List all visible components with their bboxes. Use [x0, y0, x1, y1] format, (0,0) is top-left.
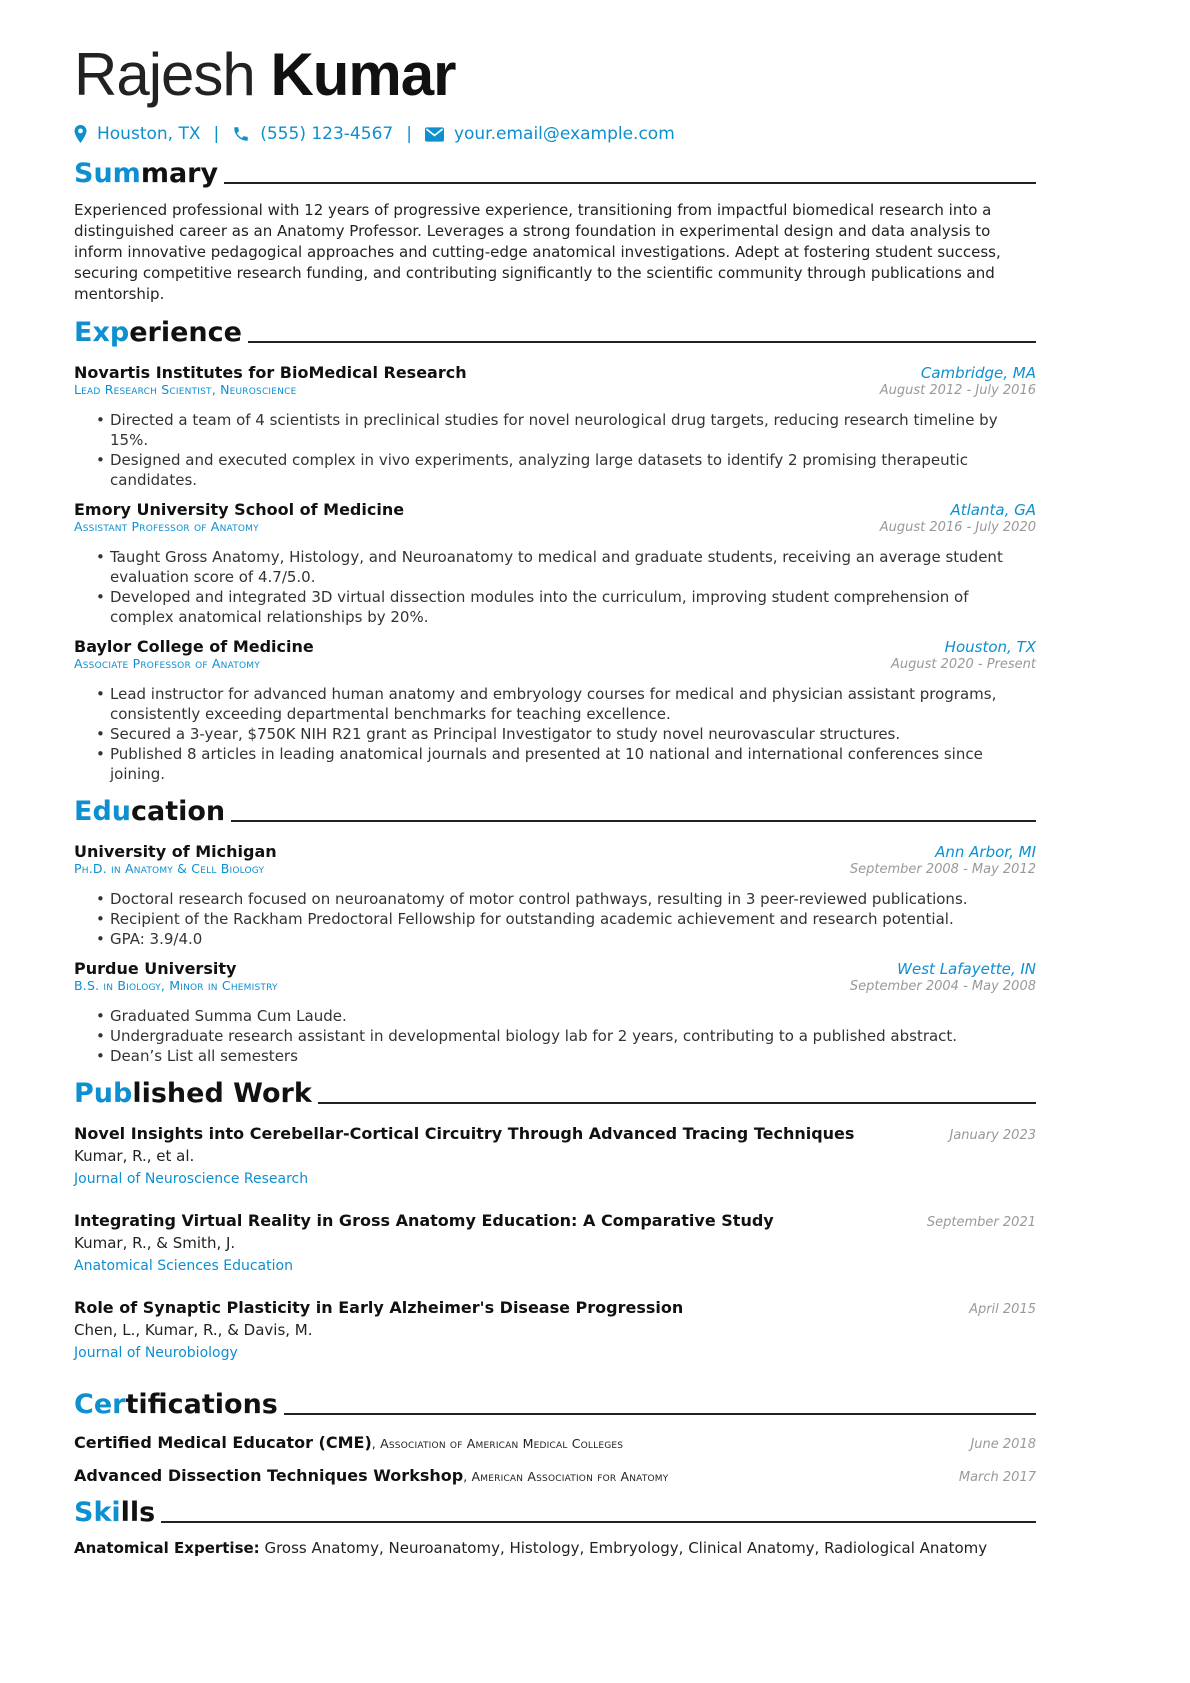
bullet-item: • Published 8 articles in leading anatomical journals and presented at 10 national and international conferences since joining. [110, 744, 1036, 784]
publication-date: April 2015 [969, 1302, 1036, 1317]
publications-heading: Published Work [74, 1078, 312, 1109]
bullet-item: • Designed and executed complex in vivo experiments, analyzing large datasets to identify 2 promising therapeutic candidates. [110, 450, 1036, 490]
section-rule [318, 1102, 1036, 1104]
publication-journal: Anatomical Sciences Education [74, 1258, 293, 1274]
job-title: Lead Research Scientist, Neuroscience [74, 382, 297, 397]
employer-location: Atlanta, GA [950, 501, 1036, 519]
summary-heading: Summary [74, 158, 219, 189]
job-dates: August 2020 - Present [891, 657, 1036, 672]
contact-separator: | [213, 124, 220, 144]
last-name: Kumar [270, 41, 456, 108]
contact-separator: | [406, 124, 412, 144]
skills-heading: Skills [74, 1497, 156, 1528]
certification-date: March 2017 [958, 1470, 1036, 1485]
bullet-list [74, 410, 1036, 490]
employer-location: Houston, TX [944, 638, 1036, 656]
publication-authors: Kumar, R., & Smith, J. [74, 1234, 236, 1252]
publication-date: September 2021 [926, 1215, 1036, 1230]
education-entry [74, 959, 1036, 1066]
experience-section-header [74, 317, 1036, 349]
school-location: West Lafayette, IN [897, 960, 1036, 978]
employer-name: Baylor College of Medicine [74, 637, 314, 656]
publication-entry [74, 1298, 1036, 1361]
map-pin-icon [74, 125, 87, 143]
section-rule [248, 341, 1036, 343]
certification-name: Certified Medical Educator (CME) [74, 1433, 372, 1452]
publication-title: Role of Synaptic Plasticity in Early Alzheimer's Disease Progression [74, 1298, 684, 1317]
section-rule [161, 1521, 1036, 1523]
publication-title: Novel Insights into Cerebellar-Cortical Circuitry Through Advanced Tracing Techniques [74, 1124, 855, 1143]
job-title: Assistant Professor of Anatomy [74, 519, 259, 534]
bullet-item: • Developed and integrated 3D virtual dissection modules into the curriculum, improving student comprehension of complex anatomical relationships by 20%. [110, 587, 1036, 627]
certification-issuer: , Association of American Medical Colleges [371, 1436, 624, 1451]
publication-authors: Chen, L., Kumar, R., & Davis, M. [74, 1321, 313, 1339]
publication-date: January 2023 [949, 1128, 1036, 1143]
certification-entry [74, 1466, 1036, 1485]
certification-date: June 2018 [970, 1437, 1036, 1452]
publication-title: Integrating Virtual Reality in Gross Anatomy Education: A Comparative Study [74, 1211, 774, 1230]
bullet-item: • GPA: 3.9/4.0 [110, 929, 1036, 949]
publication-journal: Journal of Neuroscience Research [74, 1171, 309, 1187]
publications-section-header [74, 1078, 1036, 1110]
bullet-item: • Lead instructor for advanced human anatomy and embryology courses for medical and physician assistant programs, consistently exceeding departmental benchmarks for teaching excellence. [110, 684, 1036, 724]
location-text: Houston, TX [97, 124, 201, 144]
study-dates: September 2008 - May 2012 [849, 862, 1036, 877]
certification-issuer: , American Association for Anatomy [463, 1469, 669, 1484]
skill-values: Gross Anatomy, Neuroanatomy, Histology, Embryology, Clinical Anatomy, Radiological Anatomy [259, 1539, 988, 1557]
experience-entry [74, 500, 1036, 627]
certification-entry [74, 1433, 1036, 1452]
bullet-item: • Undergraduate research assistant in developmental biology lab for 2 years, contributing to a published abstract. [110, 1026, 1036, 1046]
degree: B.S. in Biology, Minor in Chemistry [74, 978, 278, 993]
section-rule [284, 1413, 1036, 1415]
education-section-header [74, 796, 1036, 828]
section-rule [224, 182, 1036, 184]
publication-authors: Kumar, R., et al. [74, 1147, 195, 1165]
bullet-list [74, 889, 1036, 949]
bullet-item: • Directed a team of 4 scientists in preclinical studies for novel neurological drug targets, reducing research timeline by 15%. [110, 410, 1036, 450]
job-dates: August 2016 - July 2020 [879, 520, 1036, 535]
experience-entry [74, 363, 1036, 490]
bullet-item: • Secured a 3-year, $750K NIH R21 grant as Principal Investigator to study novel neurovascular structures. [110, 724, 1036, 744]
candidate-name [74, 42, 1036, 108]
skill-category: Anatomical Expertise: [74, 1539, 260, 1557]
bullet-item: • Recipient of the Rackham Predoctoral Fellowship for outstanding academic achievement and research potential. [110, 909, 1036, 929]
email-link: your.email@example.com [453, 124, 675, 144]
publication-entry [74, 1211, 1036, 1274]
employer-name: Emory University School of Medicine [74, 500, 405, 519]
study-dates: September 2004 - May 2008 [849, 979, 1036, 994]
first-name: Rajesh [74, 41, 255, 108]
experience-heading: Experience [74, 317, 242, 348]
employer-name: Novartis Institutes for BioMedical Research [74, 363, 467, 382]
skills-section-header [74, 1497, 1036, 1529]
contact-email[interactable] [425, 124, 675, 144]
employer-location: Cambridge, MA [920, 364, 1036, 382]
publication-journal: Journal of Neurobiology [74, 1345, 238, 1361]
experience-entry [74, 637, 1036, 784]
bullet-item: • Graduated Summa Cum Laude. [110, 1006, 1036, 1026]
certifications-section-header [74, 1389, 1036, 1421]
education-entry [74, 842, 1036, 949]
publication-entry [74, 1124, 1036, 1187]
bullet-list [74, 1006, 1036, 1066]
certifications-heading: Certifications [74, 1389, 278, 1420]
summary-section-header [74, 158, 1036, 190]
job-dates: August 2012 - July 2016 [879, 383, 1036, 398]
bullet-item: • Dean’s List all semesters [110, 1046, 1036, 1066]
envelope-icon [425, 127, 444, 142]
job-title: Associate Professor of Anatomy [74, 656, 260, 671]
bullet-list [74, 684, 1036, 784]
bullet-list [74, 547, 1036, 627]
contact-phone[interactable] [232, 124, 393, 144]
school-location: Ann Arbor, MI [935, 843, 1036, 861]
phone-text: (555) 123-4567 [260, 124, 394, 144]
certification-name: Advanced Dissection Techniques Workshop [74, 1466, 464, 1485]
degree: Ph.D. in Anatomy & Cell Biology [74, 861, 265, 876]
skill-line [74, 1539, 1036, 1557]
section-rule [231, 820, 1036, 822]
summary-text: Experienced professional with 12 years of progressive experience, transitioning from impactful biomedical research into a distinguished career as an Anatomy Professor. Leverages a strong foundation in experimental design and data analysis to inform innovative pedagogical approaches and cutting-edge anatomical investigations. Adept at fostering student success, securing competitive research funding, and contributing significantly to the scientific community through publications and mentorship. [74, 201, 1001, 303]
phone-icon [232, 125, 250, 143]
contact-location [74, 124, 201, 144]
school-name: Purdue University [74, 959, 237, 978]
education-heading: Education [74, 796, 226, 827]
bullet-item: • Doctoral research focused on neuroanatomy of motor control pathways, resulting in 3 peer-reviewed publications. [110, 889, 1036, 909]
bullet-item: • Taught Gross Anatomy, Histology, and Neuroanatomy to medical and graduate students, receiving an average student evaluation score of 4.7/5.0. [110, 547, 1036, 587]
school-name: University of Michigan [74, 842, 277, 861]
contact-bar [74, 124, 1036, 144]
